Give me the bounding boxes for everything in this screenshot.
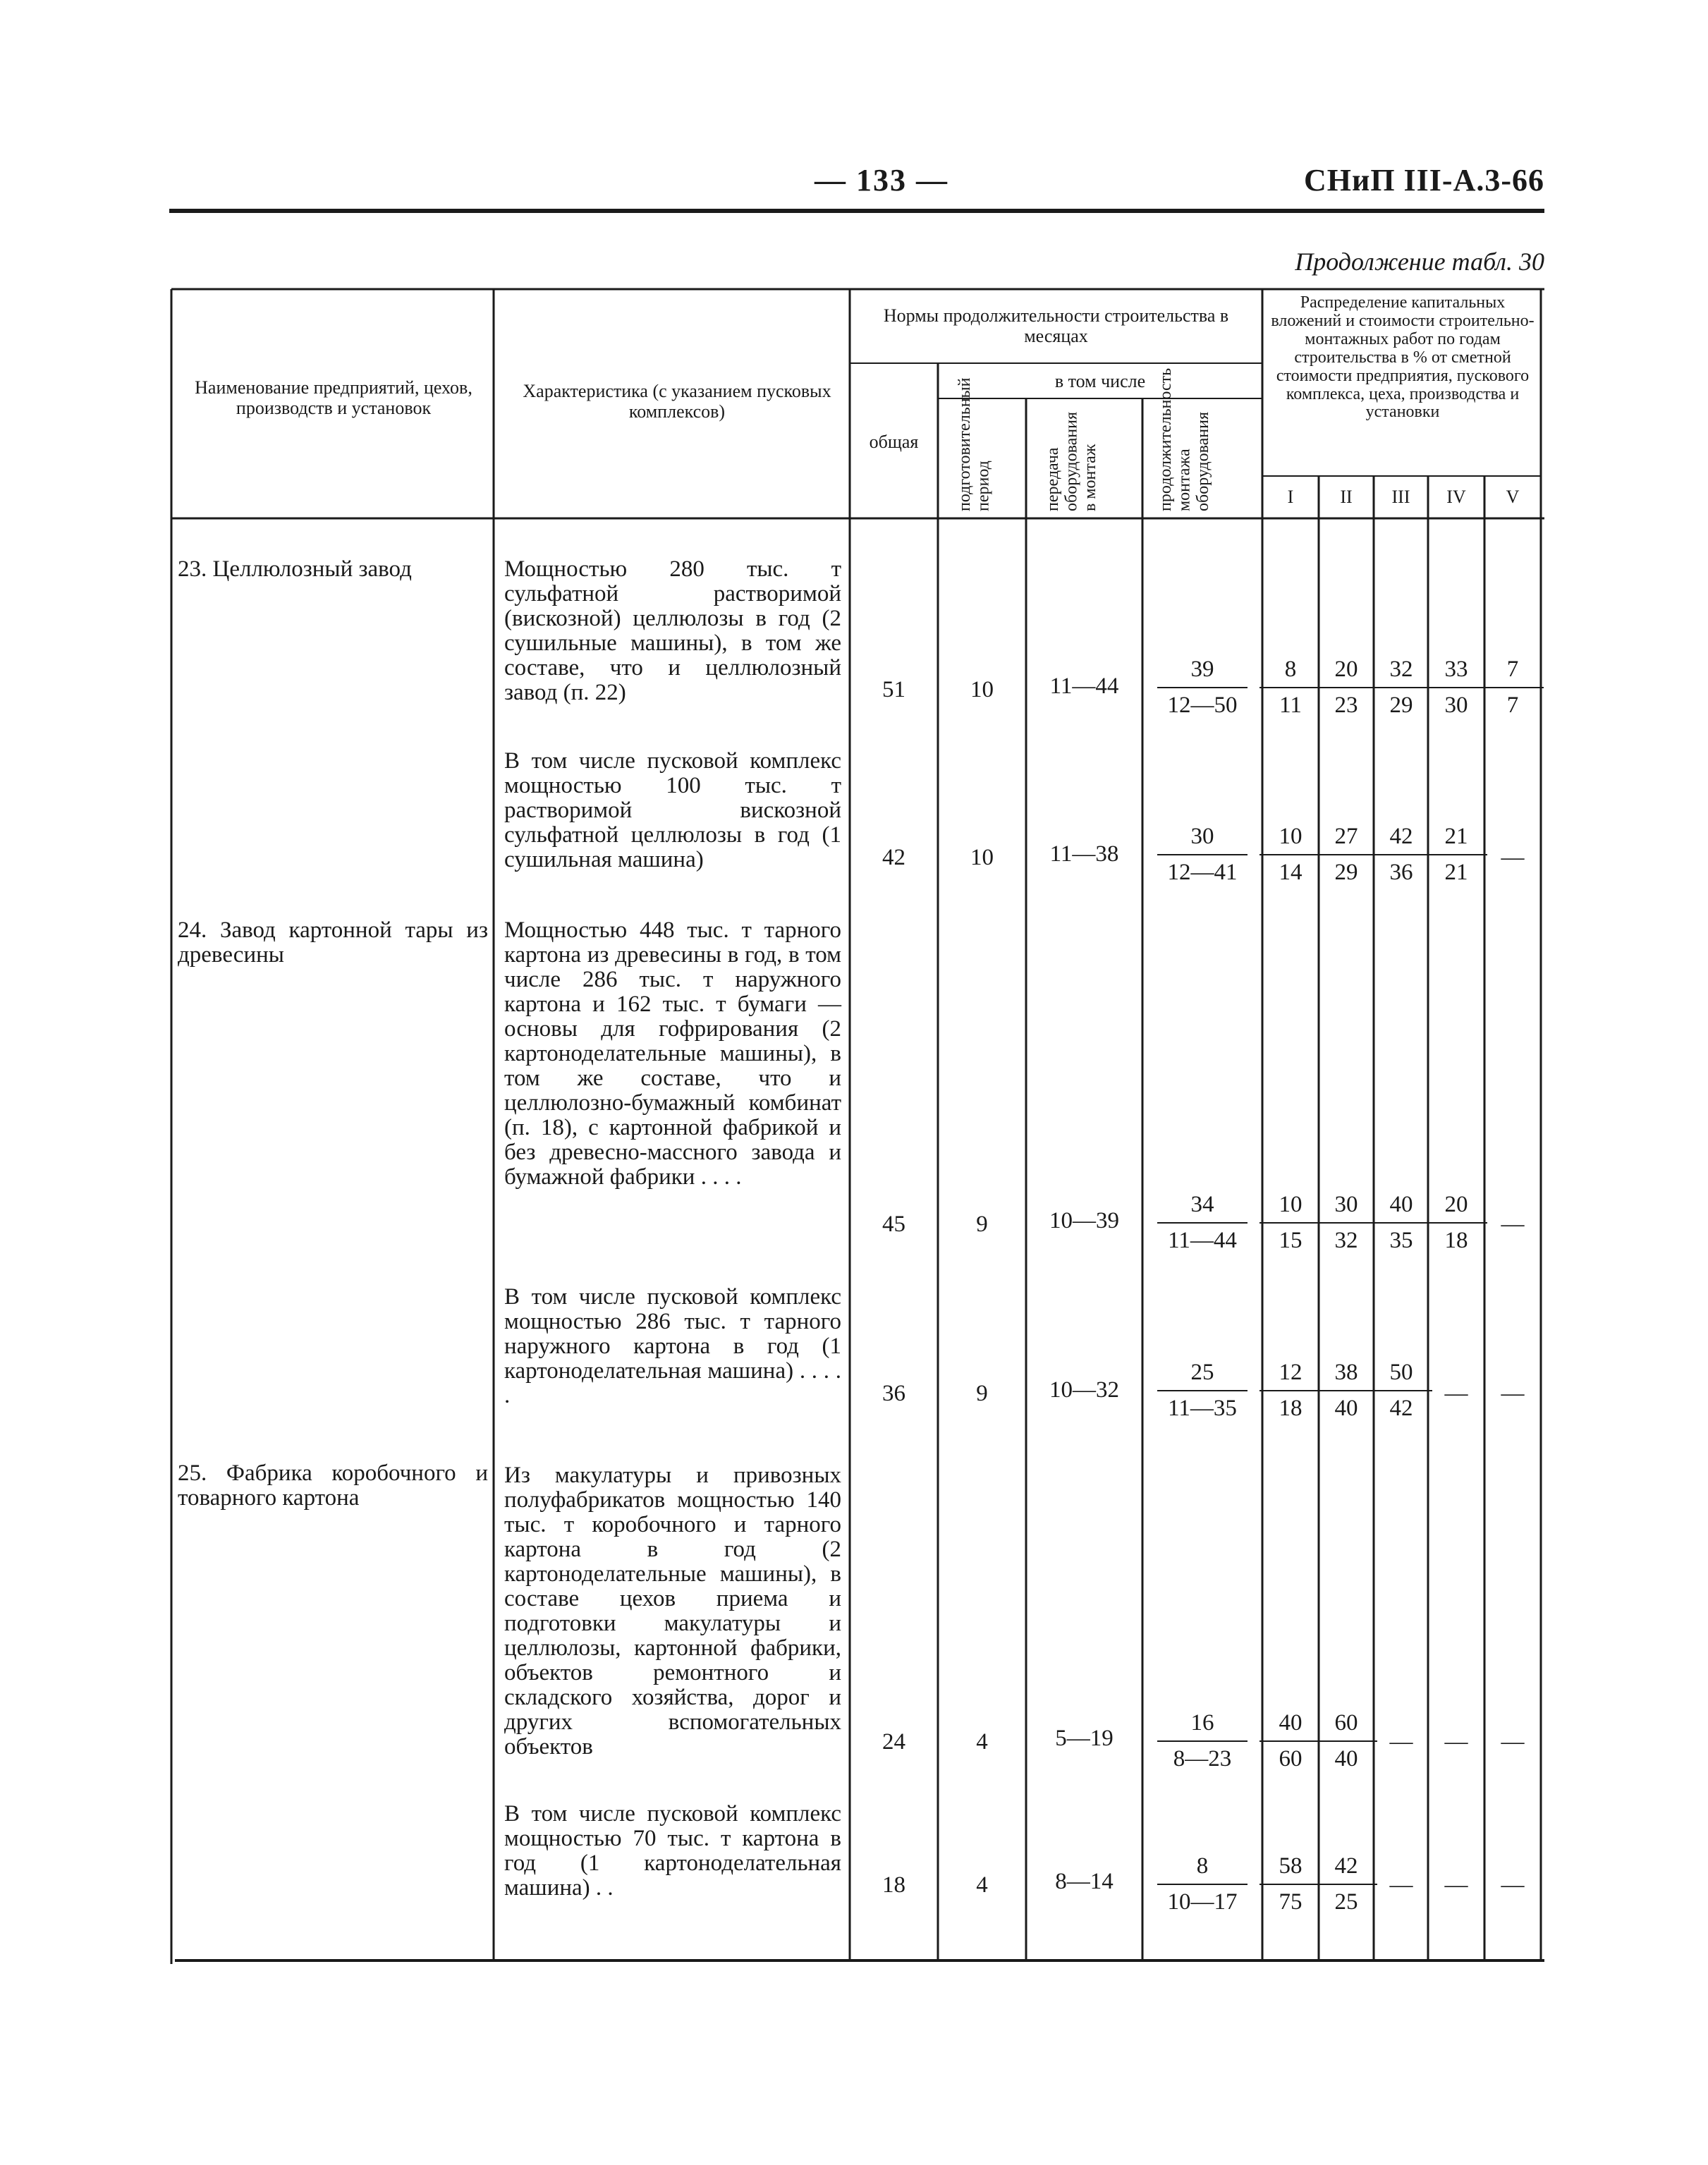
header-including: в том числе — [1054, 371, 1146, 391]
year-numerator: 8 — [1259, 658, 1322, 688]
year-denominator: 21 — [1444, 860, 1468, 885]
year-numerator: 32 — [1370, 658, 1432, 688]
year-5-empty: — — [1501, 1212, 1525, 1237]
page-number: — 133 — — [815, 163, 948, 197]
year-denominator: 18 — [1279, 1396, 1303, 1421]
header-equipment-transfer: передача оборудования в монтаж — [1044, 412, 1099, 511]
duration-total: 42 — [882, 845, 905, 870]
equipment-transfer: 8—14 — [1055, 1869, 1114, 1894]
year-numerator: 42 — [1370, 825, 1432, 855]
year-numerator: 60 — [1315, 1712, 1377, 1742]
year-4-empty: — — [1444, 1872, 1468, 1898]
installation-numerator: 30 — [1157, 825, 1248, 855]
year-numerator: 30 — [1315, 1193, 1377, 1224]
installation-numerator: 34 — [1157, 1193, 1248, 1224]
installation-numerator: 39 — [1157, 658, 1248, 688]
duration-total: 36 — [882, 1381, 905, 1406]
year-numerator: 50 — [1370, 1361, 1432, 1391]
year-5-empty: — — [1501, 845, 1525, 870]
year-denominator: 35 — [1389, 1228, 1413, 1253]
year-denominator: 60 — [1279, 1746, 1303, 1771]
year-numerator: 20 — [1315, 658, 1377, 688]
year-numerator: 40 — [1370, 1193, 1432, 1224]
equipment-transfer: 5—19 — [1055, 1726, 1114, 1751]
year-numerator: 21 — [1425, 825, 1487, 855]
table-continuation-label: Продолжение табл. 30 — [1295, 248, 1544, 276]
duration-total: 24 — [882, 1729, 905, 1755]
installation-fraction — [1153, 658, 1252, 717]
duration-total: 45 — [882, 1212, 905, 1237]
year-denominator: 29 — [1389, 693, 1413, 718]
equipment-transfer: 10—32 — [1049, 1377, 1119, 1403]
installation-fraction — [1153, 1855, 1252, 1914]
document-code: СНиП III-А.3-66 — [1303, 163, 1544, 197]
year-denominator: 75 — [1279, 1889, 1303, 1915]
year-numerator: 20 — [1425, 1193, 1487, 1224]
header-installation-duration: продолжительность монтажа оборудования — [1157, 367, 1212, 511]
row-description: Из макулатуры и привозных полуфабрикатов мощностью 140 тыс. т коробочного и тарного картона в год (2 картоноделательные машины), в составе цехов приема и подготовки макулатуры и целлюлозы, картонной фабрики, объектов ремонтного и складского хозяйства, дорог и других вспомогательных объектов — [504, 1463, 841, 1760]
year-numerator: 58 — [1259, 1855, 1322, 1885]
year-4-fraction — [1421, 825, 1492, 884]
year-numerator: 42 — [1315, 1855, 1377, 1885]
header-prep-period: подготовительный период — [956, 377, 993, 511]
header-year-1: I — [1287, 487, 1294, 507]
installation-numerator: 8 — [1157, 1855, 1248, 1885]
year-5-empty: — — [1501, 1872, 1525, 1898]
year-denominator: 32 — [1334, 1228, 1358, 1253]
year-denominator: 15 — [1279, 1228, 1303, 1253]
year-denominator: 29 — [1334, 860, 1358, 885]
year-numerator: 10 — [1259, 1193, 1322, 1224]
year-5-fraction — [1477, 658, 1548, 717]
year-numerator: 7 — [1482, 658, 1544, 688]
header-year-4: IV — [1446, 487, 1466, 507]
installation-fraction — [1153, 1193, 1252, 1252]
year-denominator: 23 — [1334, 693, 1358, 718]
year-numerator: 10 — [1259, 825, 1322, 855]
prep-period: 9 — [976, 1212, 988, 1237]
row-description: В том числе пусковой комплекс мощностью 100 тыс. т растворимой вискозной сульфатной целлюлозы в год (1 сушильная машина) — [504, 748, 841, 872]
installation-denominator: 10—17 — [1167, 1889, 1238, 1915]
year-4-fraction — [1421, 1193, 1492, 1252]
prep-period: 4 — [976, 1872, 988, 1898]
row-description: Мощностью 280 тыс. т сульфатной растворимой (вискозной) целлюлозы в год (2 сушильные машины), в том же составе, что и целлюлозный завод (п. 22) — [504, 556, 841, 705]
installation-denominator: 12—41 — [1167, 860, 1238, 885]
header-total: общая — [869, 432, 919, 452]
year-4-empty: — — [1444, 1381, 1468, 1406]
installation-denominator: 8—23 — [1173, 1746, 1232, 1771]
year-denominator: 14 — [1279, 860, 1303, 885]
header-description-column: Характеристика (с указанием пусковых комплексов) — [523, 381, 831, 422]
year-denominator: 7 — [1506, 693, 1519, 718]
equipment-transfer: 11—44 — [1049, 673, 1119, 699]
duration-total: 18 — [882, 1872, 905, 1898]
year-numerator: 40 — [1259, 1712, 1322, 1742]
year-numerator: 12 — [1259, 1361, 1322, 1391]
header-year-2: II — [1340, 487, 1353, 507]
year-denominator: 40 — [1334, 1396, 1358, 1421]
header-name-column: Наименование предприятий, цехов, производств и установок — [195, 377, 472, 419]
enterprise-name: 24. Завод картонной тары из древесины — [178, 917, 488, 968]
year-4-empty: — — [1444, 1729, 1468, 1755]
installation-denominator: 11—44 — [1168, 1228, 1237, 1253]
year-2-fraction — [1311, 1855, 1381, 1914]
installation-fraction — [1153, 1712, 1252, 1771]
year-5-empty: — — [1501, 1381, 1525, 1406]
duration-total: 51 — [882, 677, 905, 702]
year-denominator: 30 — [1444, 693, 1468, 718]
header-capital-distribution: Распределение капитальных вложений и стоимости строительно-монтажных работ по годам строительства в % от сметной стоимости предприятия, пускового комплекса, цеха, производства и установки — [1271, 293, 1535, 422]
row-description: В том числе пусковой комплекс мощностью 286 тыс. т тарного наружного картона в год (1 картоноделательная машина) . . . . . — [504, 1284, 841, 1408]
header-rule — [169, 209, 1544, 213]
installation-numerator: 25 — [1157, 1361, 1248, 1391]
row-description: Мощностью 448 тыс. т тарного картона из древесины в год, в том числе 286 тыс. т наружного картона и 162 тыс. т бумаги — основы для гофрирования (2 картоноделательные машины), в том же составе, что и целлюлозно-бумажный комбинат (п. 18), с картонной фабрикой и без древесно-массного завода и бумажной фабрики . . . . — [504, 917, 841, 1190]
year-3-empty: — — [1389, 1729, 1413, 1755]
year-denominator: 36 — [1389, 860, 1413, 885]
row-description: В том числе пусковой комплекс мощностью 70 тыс. т картона в год (1 картоноделательная машина) . . — [504, 1801, 841, 1901]
year-denominator: 42 — [1389, 1396, 1413, 1421]
header-year-5: V — [1506, 487, 1520, 507]
installation-numerator: 16 — [1157, 1712, 1248, 1742]
year-denominator: 40 — [1334, 1746, 1358, 1771]
prep-period: 9 — [976, 1381, 988, 1406]
year-denominator: 25 — [1334, 1889, 1358, 1915]
year-3-empty: — — [1389, 1872, 1413, 1898]
year-5-empty: — — [1501, 1729, 1525, 1755]
equipment-transfer: 10—39 — [1049, 1208, 1119, 1233]
enterprise-name: 23. Целлюлозный завод — [178, 556, 412, 582]
prep-period: 10 — [970, 845, 994, 870]
prep-period: 4 — [976, 1729, 988, 1755]
year-numerator: 33 — [1425, 658, 1487, 688]
equipment-transfer: 11—38 — [1049, 841, 1119, 867]
year-denominator: 11 — [1279, 693, 1302, 718]
year-numerator: 38 — [1315, 1361, 1377, 1391]
year-denominator: 18 — [1444, 1228, 1468, 1253]
installation-denominator: 12—50 — [1167, 693, 1238, 718]
header-duration-norms: Нормы продолжительности строительства в месяцах — [883, 305, 1229, 347]
installation-fraction — [1153, 1361, 1252, 1420]
year-numerator: 27 — [1315, 825, 1377, 855]
enterprise-name: 25. Фабрика коробочного и товарного картона — [178, 1460, 488, 1511]
prep-period: 10 — [970, 677, 994, 702]
year-3-fraction — [1366, 1361, 1436, 1420]
installation-fraction — [1153, 825, 1252, 884]
installation-denominator: 11—35 — [1168, 1396, 1237, 1421]
header-year-3: III — [1391, 487, 1410, 507]
year-2-fraction — [1311, 1712, 1381, 1771]
